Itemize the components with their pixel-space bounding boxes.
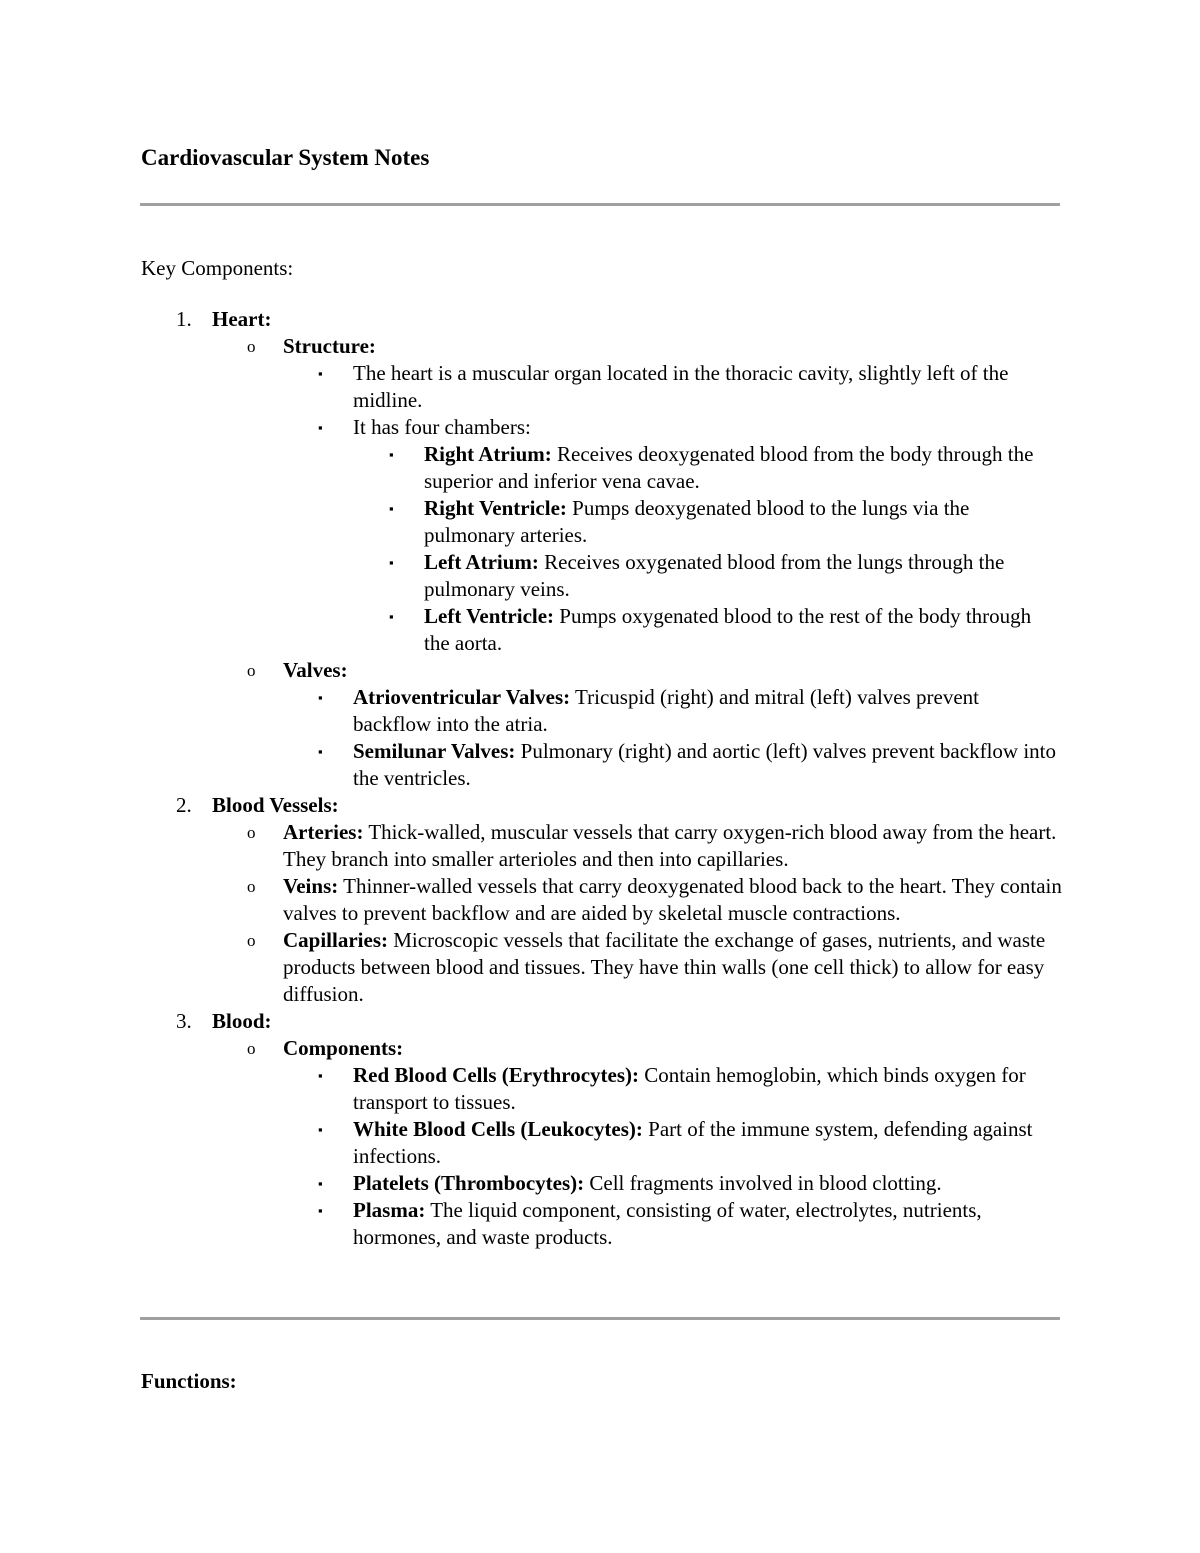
item-text: Tricuspid (right) and mitral (left) valves prevent backflow into the atria. xyxy=(353,685,979,736)
square-bullet-icon: ▪ xyxy=(389,555,394,570)
item-label: Left Ventricle: xyxy=(424,604,555,628)
component-platelets xyxy=(0,1170,1062,1197)
chamber-right-atrium xyxy=(0,441,1054,495)
list-item-blood xyxy=(0,1008,1062,1035)
bullet-four-chambers xyxy=(0,414,1062,441)
item-label: Platelets (Thrombocytes): xyxy=(353,1171,585,1195)
key-components-list xyxy=(0,306,1200,1251)
item-text: Thick-walled, muscular vessels that carry oxygen-rich blood away from the heart. They branch into smaller arterioles and then into capillaries. xyxy=(283,820,1057,871)
square-bullet-icon: ▪ xyxy=(318,1068,323,1083)
item-text: Pumps oxygenated blood to the rest of the body through the aorta. xyxy=(424,604,1032,655)
item-text: Cell fragments involved in blood clotting. xyxy=(589,1171,942,1195)
circle-bullet-icon: o xyxy=(247,661,256,680)
subitem-structure xyxy=(0,333,1062,360)
valve-semilunar xyxy=(0,738,1062,792)
item-label: Capillaries: xyxy=(283,928,388,952)
item-text: Contain hemoglobin, which binds oxygen for transport to tissues. xyxy=(353,1063,1026,1114)
item-label: Red Blood Cells (Erythrocytes): xyxy=(353,1063,639,1087)
square-bullet-icon: ▪ xyxy=(318,1122,323,1137)
item-label: Components: xyxy=(283,1036,404,1060)
circle-bullet-icon: o xyxy=(247,877,256,896)
page-title: Cardiovascular System Notes xyxy=(141,145,430,170)
item-text: The liquid component, consisting of water, electrolytes, nutrients, hormones, and waste products. xyxy=(353,1198,982,1249)
item-text: Thinner-walled vessels that carry deoxygenated blood back to the heart. They contain valves to prevent backflow and are aided by skeletal muscle contractions. xyxy=(283,874,1062,925)
square-bullet-icon: ▪ xyxy=(389,609,394,624)
divider-top xyxy=(140,203,1060,206)
square-bullet-icon: ▪ xyxy=(318,366,323,381)
item-label: White Blood Cells (Leukocytes): xyxy=(353,1117,643,1141)
item-text: It has four chambers: xyxy=(353,415,531,439)
bullet-heart-location xyxy=(0,360,1062,414)
chamber-left-atrium xyxy=(0,549,1054,603)
item-text: Pulmonary (right) and aortic (left) valves prevent backflow into the ventricles. xyxy=(353,739,1056,790)
item-label: Semilunar Valves: xyxy=(353,739,516,763)
square-bullet-icon: ▪ xyxy=(389,501,394,516)
item-label: Atrioventricular Valves: xyxy=(353,685,571,709)
item-label: Blood Vessels: xyxy=(212,793,339,817)
vessel-veins xyxy=(0,873,1062,927)
square-bullet-icon: ▪ xyxy=(318,1176,323,1191)
component-plasma xyxy=(0,1197,1062,1251)
item-label: Right Ventricle: xyxy=(424,496,567,520)
list-number: 1. xyxy=(176,307,192,331)
item-text: Receives deoxygenated blood from the body through the superior and inferior vena cavae. xyxy=(424,442,1034,493)
item-label: Left Atrium: xyxy=(424,550,539,574)
component-white-blood-cells xyxy=(0,1116,1062,1170)
vessel-capillaries xyxy=(0,927,1062,1008)
component-red-blood-cells xyxy=(0,1062,1062,1116)
chamber-left-ventricle xyxy=(0,603,1054,657)
circle-bullet-icon: o xyxy=(247,931,256,950)
list-number: 3. xyxy=(176,1009,192,1033)
item-text: Microscopic vessels that facilitate the exchange of gases, nutrients, and waste products between blood and tissues. They have thin walls (one cell thick) to allow for easy diffusion. xyxy=(283,928,1046,1006)
item-text: The heart is a muscular organ located in the thoracic cavity, slightly left of the midline. xyxy=(353,361,1009,412)
item-label: Right Atrium: xyxy=(424,442,552,466)
divider-bottom xyxy=(140,1317,1060,1320)
item-label: Blood: xyxy=(212,1009,272,1033)
list-item-heart xyxy=(0,306,1062,333)
vessel-arteries xyxy=(0,819,1062,873)
square-bullet-icon: ▪ xyxy=(318,420,323,435)
chamber-right-ventricle xyxy=(0,495,1054,549)
list-number: 2. xyxy=(176,793,192,817)
square-bullet-icon: ▪ xyxy=(318,744,323,759)
valve-atrioventricular xyxy=(0,684,1062,738)
item-label: Valves: xyxy=(283,658,348,682)
functions-heading: Functions: xyxy=(141,1369,237,1393)
item-label: Plasma: xyxy=(353,1198,426,1222)
item-text: Pumps deoxygenated blood to the lungs via the pulmonary arteries. xyxy=(424,496,970,547)
subitem-components xyxy=(0,1035,1062,1062)
circle-bullet-icon: o xyxy=(247,823,256,842)
square-bullet-icon: ▪ xyxy=(318,1203,323,1218)
circle-bullet-icon: o xyxy=(247,337,256,356)
square-bullet-icon: ▪ xyxy=(318,690,323,705)
item-label: Structure: xyxy=(283,334,376,358)
square-bullet-icon: ▪ xyxy=(389,447,394,462)
circle-bullet-icon: o xyxy=(247,1039,256,1058)
item-label: Heart: xyxy=(212,307,272,331)
key-components-heading: Key Components: xyxy=(141,256,294,280)
subitem-valves xyxy=(0,657,1062,684)
item-label: Arteries: xyxy=(283,820,364,844)
list-item-blood-vessels xyxy=(0,792,1062,819)
item-text: Receives oxygenated blood from the lungs through the pulmonary veins. xyxy=(424,550,1005,601)
item-text: Part of the immune system, defending against infections. xyxy=(353,1117,1033,1168)
item-label: Veins: xyxy=(283,874,339,898)
